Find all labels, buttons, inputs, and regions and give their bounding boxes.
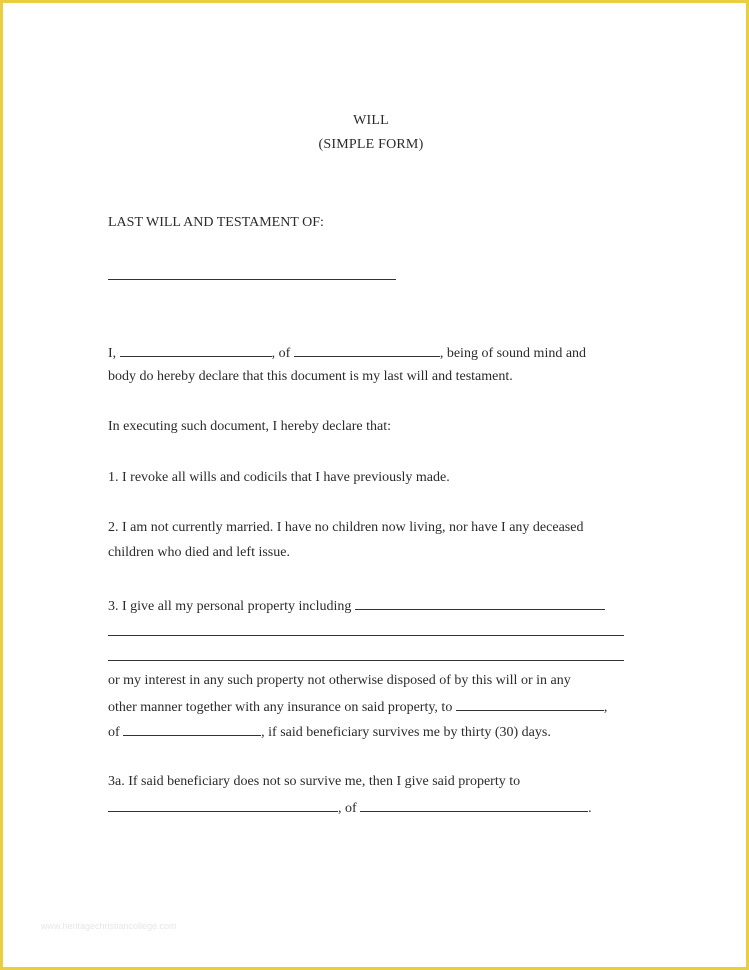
clause-3-text: 3. I give all my personal property including	[108, 599, 352, 614]
clause-3-line-4-text: , if said beneficiary survives me by thirty (30) days.	[261, 725, 551, 740]
clause-2-line-2: children who died and left issue.	[108, 545, 290, 560]
clause-3-line-1	[108, 597, 605, 615]
personal-property-blank[interactable]	[355, 597, 605, 610]
clause-3-of: of	[108, 725, 120, 740]
beneficiary-name-blank[interactable]	[456, 698, 604, 711]
document-title: WILL	[353, 113, 389, 128]
clause-3a-of: , of	[338, 801, 357, 816]
clause-2-line-1: 2. I am not currently married. I have no children now living, nor have I any deceased	[108, 520, 584, 535]
declarant-name-blank[interactable]	[120, 344, 272, 357]
declaration-end: , being of sound mind and	[439, 346, 587, 361]
clause-3-line-3-text: other manner together with any insurance on said property, to	[108, 700, 453, 715]
clause-3-line-3	[108, 698, 607, 716]
clause-3a-line-2	[108, 799, 592, 817]
document-subtitle: (SIMPLE FORM)	[318, 137, 424, 152]
testator-name-blank[interactable]	[108, 279, 396, 280]
alternate-residence-blank[interactable]	[360, 799, 588, 812]
declaration-line-2: body do hereby declare that this document is my last will and testament.	[108, 369, 513, 384]
clause-3-line-3-end: ,	[603, 700, 608, 715]
clause-3-line-2: or my interest in any such property not otherwise disposed of by this will or in any	[108, 673, 571, 688]
property-description-line-2[interactable]	[108, 660, 624, 661]
testament-heading: LAST WILL AND TESTAMENT OF:	[108, 215, 324, 230]
watermark: www.heritagechristiancollege.com	[41, 921, 177, 931]
executing-statement: In executing such document, I hereby declare that:	[108, 419, 391, 434]
property-description-line-1[interactable]	[108, 635, 624, 636]
declaration-start: I,	[108, 346, 117, 361]
declaration-of: , of	[271, 346, 291, 361]
beneficiary-residence-blank[interactable]	[123, 723, 261, 736]
alternate-beneficiary-blank[interactable]	[108, 799, 338, 812]
clause-3-line-4	[108, 723, 551, 741]
clause-3a-end: .	[588, 801, 592, 816]
declarant-residence-blank[interactable]	[294, 344, 440, 357]
clause-1: 1. I revoke all wills and codicils that I have previously made.	[108, 470, 450, 485]
declaration-line-1	[108, 344, 586, 362]
clause-3a-line-1: 3a. If said beneficiary does not so survive me, then I give said property to	[108, 774, 521, 789]
